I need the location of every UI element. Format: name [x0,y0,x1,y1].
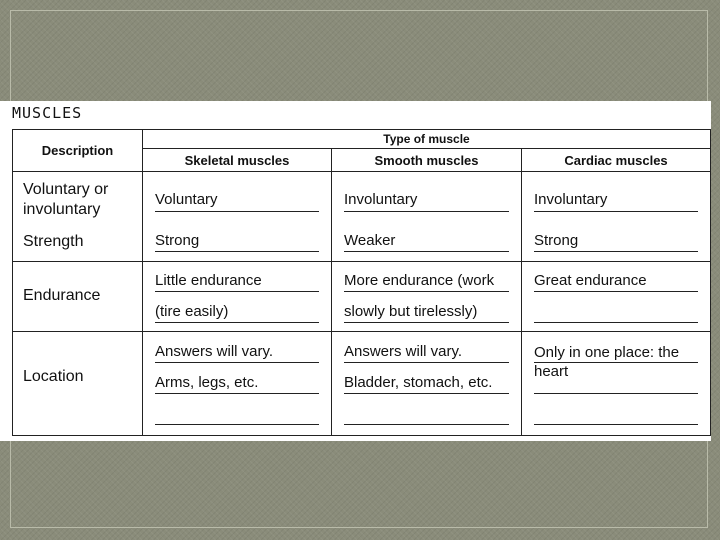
location-label: Location [23,367,84,385]
cardiac-location-answer: Only in one place: the heart [534,343,680,380]
smooth-endurance-answer-2: slowly but tirelessly) [344,303,478,321]
answer-line [534,291,698,292]
smooth-voluntary-strength-cell [332,172,522,262]
smooth-voluntary-answer: Involuntary [344,191,418,209]
cardiac-voluntary-strength-cell [522,172,711,262]
answer-line [344,362,509,363]
smooth-location-answer-2: Bladder, stomach, etc. [344,373,493,391]
answer-line [155,291,319,292]
answer-line [344,291,509,292]
skeletal-location-cell [143,331,332,435]
cardiac-endurance-answer: Great endurance [534,272,647,290]
skeletal-strength-answer: Strong [155,232,200,250]
skeletal-voluntary-answer: Voluntary [155,191,218,209]
answer-line [155,424,319,425]
endurance-description [13,262,143,331]
description-header: Description [13,130,143,172]
answer-line [344,251,509,252]
skeletal-location-answer-1: Answers will vary. [155,342,274,360]
cardiac-header: Cardiac muscles [522,149,711,172]
answer-line [534,393,698,394]
skeletal-voluntary-strength-cell [143,172,332,262]
answer-line [155,322,319,323]
answer-line [534,424,698,425]
cardiac-location-cell [522,331,711,435]
answer-line [155,393,319,394]
answer-line [155,251,319,252]
answer-line [534,211,698,212]
answer-line [534,322,698,323]
worksheet [0,101,711,441]
skeletal-endurance-cell [143,262,332,331]
cardiac-endurance-cell [522,262,711,331]
answer-line [155,211,319,212]
endurance-label: Endurance [23,287,101,305]
cardiac-strength-answer: Strong [534,232,579,250]
voluntary-label: Voluntary or involuntary [23,181,109,219]
skeletal-location-answer-2: Arms, legs, etc. [155,373,259,391]
smooth-endurance-cell [332,262,522,331]
answer-line [344,322,509,323]
strength-label: Strength [23,233,84,251]
voluntary-strength-description [13,172,143,262]
answer-line [155,362,319,363]
muscle-table [12,129,711,436]
answer-line [344,393,509,394]
location-description [13,331,143,435]
smooth-location-answer-1: Answers will vary. [344,342,463,360]
skeletal-endurance-answer-2: (tire easily) [155,303,229,321]
skeletal-header: Skeletal muscles [143,149,332,172]
smooth-header: Smooth muscles [332,149,522,172]
answer-line [344,424,509,425]
smooth-endurance-answer-1: More endurance (work [344,272,495,290]
smooth-location-cell [332,331,522,435]
answer-line [344,211,509,212]
answer-line [534,251,698,252]
cardiac-voluntary-answer: Involuntary [534,191,608,209]
smooth-strength-answer: Weaker [344,232,396,250]
type-of-muscle-header: Type of muscle [143,130,711,149]
skeletal-endurance-answer-1: Little endurance [155,272,262,290]
answer-line [534,362,698,363]
worksheet-title: MUSCLES [12,104,83,122]
